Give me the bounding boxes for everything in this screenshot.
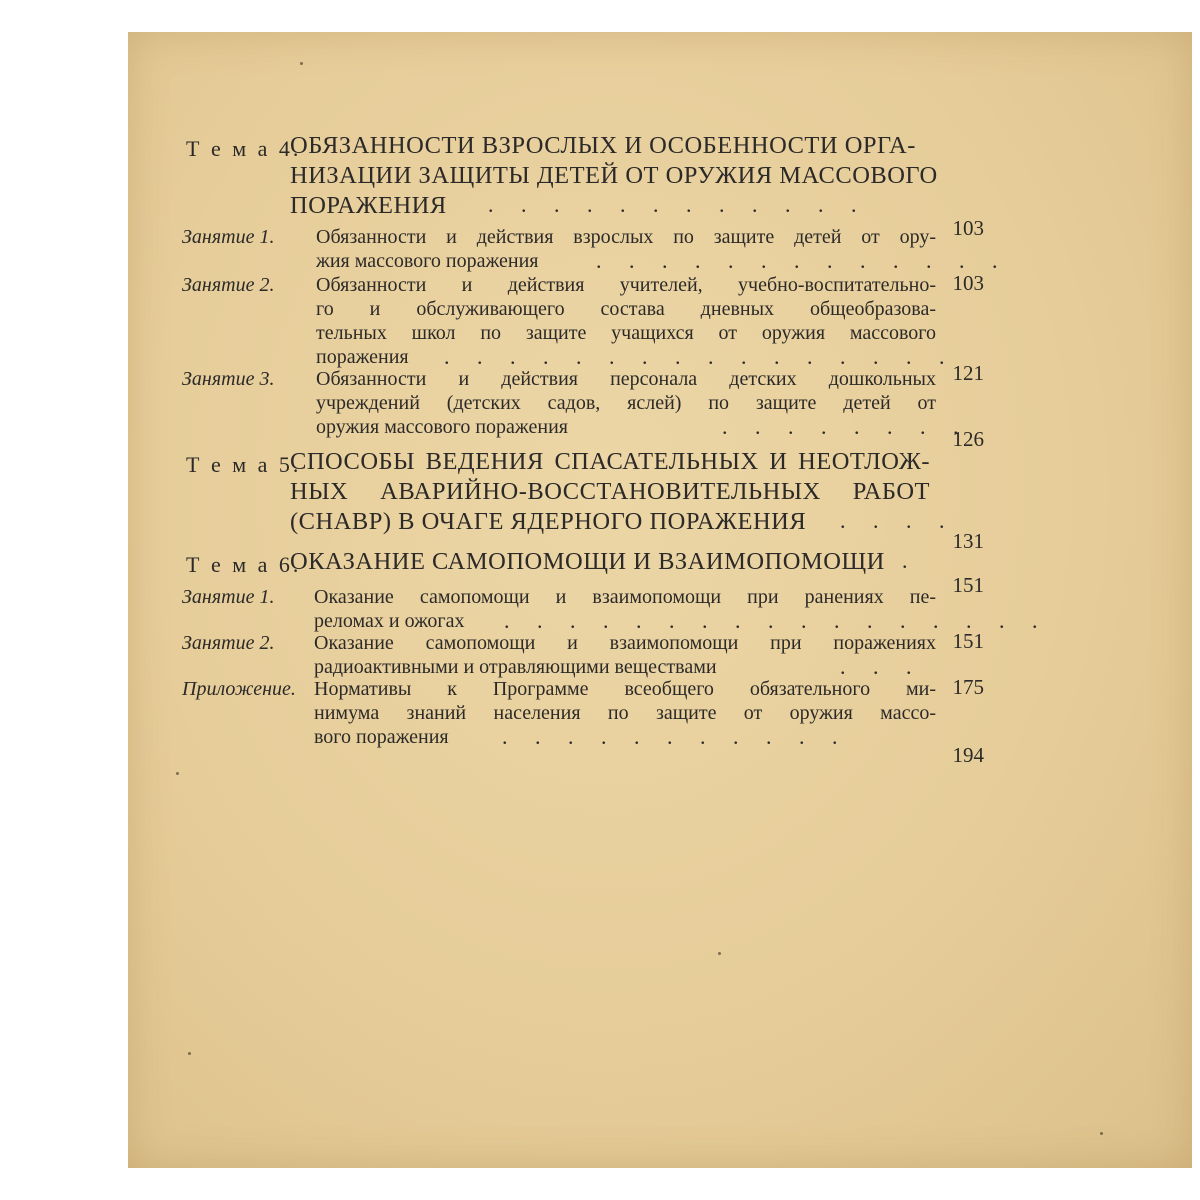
lesson-4-2-page: 121 <box>952 361 984 385</box>
lesson-4-2-line4: поражения <box>316 346 409 368</box>
book-page <box>128 32 1192 1168</box>
dot-leader: . . . . . . . . . . . . <box>488 192 868 217</box>
appendix-line2: нимума знаний населения по защите от оружия массо- <box>314 702 936 724</box>
paper-speck <box>176 772 179 775</box>
paper-speck <box>300 62 303 65</box>
dot-leader: . <box>902 548 919 573</box>
dot-leader: . . . . . . . . . . . . . . . . . <box>504 608 1049 633</box>
topic-6-title-line1: ОКАЗАНИЕ САМОПОМОЩИ И ВЗАИМОПОМОЩИ <box>290 548 885 575</box>
lesson-4-3-line3: оружия массового поражения <box>316 416 568 438</box>
paper-speck <box>718 952 721 955</box>
appendix-line3: вого поражения <box>314 726 449 748</box>
lesson-4-2-line3: тельных школ по защите учащихся от оружия массового <box>316 322 936 344</box>
lesson-4-1-label: Занятие 1. <box>182 226 275 248</box>
lesson-4-1-line1: Обязанности и действия взрослых по защите детей от ору- <box>316 226 936 248</box>
topic-5-label: Т е м а 5. <box>186 452 302 477</box>
dot-leader: . . . <box>840 654 923 679</box>
topic-4-title-line2: НИЗАЦИИ ЗАЩИТЫ ДЕТЕЙ ОТ ОРУЖИЯ МАССОВОГО <box>290 162 938 189</box>
topic-4-label: Т е м а 4. <box>186 136 302 161</box>
dot-leader: . . . . . . . . . . . . . . . . <box>444 344 956 369</box>
appendix-label: Приложение. <box>182 678 296 700</box>
topic-6-label: Т е м а 6. <box>186 552 302 577</box>
dot-leader: . . . . . . . . . . . . . <box>596 248 1009 273</box>
topic-4-title-line3: ПОРАЖЕНИЯ <box>290 192 447 219</box>
appendix-line1: Нормативы к Программе всеобщего обязательного ми- <box>314 678 936 700</box>
lesson-6-1-page: 151 <box>952 629 984 653</box>
lesson-4-2-label: Занятие 2. <box>182 274 275 296</box>
dot-leader: . . . . . . . . . . . <box>502 724 849 749</box>
topic-5-page: 131 <box>952 529 984 553</box>
topic-5-title-line3: (СНАВР) В ОЧАГЕ ЯДЕРНОГО ПОРАЖЕНИЯ <box>290 508 807 535</box>
paper-speck <box>1100 1132 1103 1135</box>
lesson-6-1-line1: Оказание самопомощи и взаимопомощи при ранениях пе- <box>314 586 936 608</box>
lesson-6-1-label: Занятие 1. <box>182 586 275 608</box>
topic-4-title-line1: ОБЯЗАННОСТИ ВЗРОСЛЫХ И ОСОБЕННОСТИ ОРГА- <box>290 132 916 159</box>
lesson-4-1-page: 103 <box>952 271 984 295</box>
lesson-6-2-page: 175 <box>952 675 984 699</box>
lesson-4-2-line2: го и обслуживающего состава дневных общеобразова- <box>316 298 936 320</box>
dot-leader: . . . . <box>840 508 956 533</box>
lesson-4-3-line2: учреждений (детских садов, яслей) по защите детей от <box>316 392 936 414</box>
lesson-4-1-line2: жия массового поражения <box>316 250 539 272</box>
lesson-6-2-line2: радиоактивными и отравляющими веществами <box>314 656 717 678</box>
lesson-4-2-line1: Обязанности и действия учителей, учебно-воспитательно- <box>316 274 936 296</box>
lesson-6-2-label: Занятие 2. <box>182 632 275 654</box>
dot-leader: . . . . . . . . <box>722 414 970 439</box>
topic-4-page: 103 <box>952 216 984 240</box>
lesson-4-3-page: 126 <box>952 427 984 451</box>
topic-5-title-line2: НЫХ АВАРИЙНО-ВОССТАНОВИТЕЛЬНЫХ РАБОТ <box>290 478 930 505</box>
topic-6-page: 151 <box>952 573 984 597</box>
appendix-page: 194 <box>952 743 984 767</box>
lesson-6-2-line1: Оказание самопомощи и взаимопомощи при поражениях <box>314 632 936 654</box>
lesson-6-1-line2: реломах и ожогах <box>314 610 465 632</box>
topic-5-title-line1: СПОСОБЫ ВЕДЕНИЯ СПАСАТЕЛЬНЫХ И НЕОТЛОЖ- <box>290 448 930 475</box>
lesson-4-3-label: Занятие 3. <box>182 368 275 390</box>
lesson-4-3-line1: Обязанности и действия персонала детских дошкольных <box>316 368 936 390</box>
paper-speck <box>188 1052 191 1055</box>
